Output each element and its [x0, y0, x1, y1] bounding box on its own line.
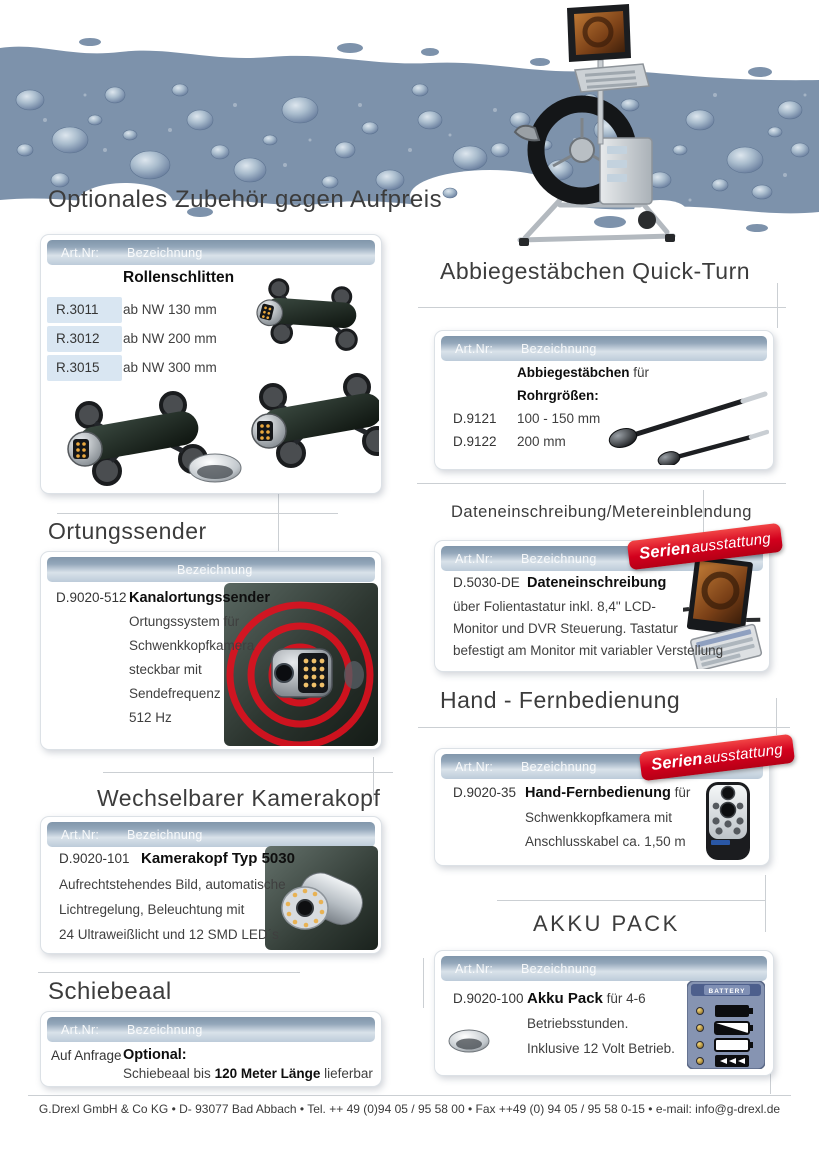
- row-title: Kamerakopf Typ 5030: [141, 850, 295, 867]
- section-heading-dateneinschreibung: Dateneinschreibung/Metereinblendung: [451, 503, 752, 521]
- table-rollenschlitten: [40, 234, 382, 494]
- row-desc: Inklusive 12 Volt Betrieb.: [527, 1041, 675, 1056]
- serienausstattung-badge: Serienausstattung: [627, 523, 783, 571]
- table-header: [47, 240, 375, 265]
- photo-battery-panel: [687, 981, 765, 1069]
- photo-hand-fernbedienung: [697, 781, 759, 861]
- artnr: D.9121: [453, 411, 497, 426]
- footer-contact: G.Drexl GmbH & Co KG • D- 93077 Bad Abbach • Tel. ++ 49 (0)94 05 / 95 58 00 • Fax ++49 (0) 94 05 / 95 58 0-15 • e-mail: info@g-drexl.de: [38, 1102, 781, 1116]
- row-desc: Schwenkkopfkamera: [129, 638, 255, 653]
- row-desc: Aufrechtstehendes Bild, automatische: [59, 877, 286, 892]
- hairline: [776, 698, 777, 735]
- row-desc: Sendefrequenz: [129, 686, 221, 701]
- hairline: [418, 727, 790, 728]
- column-header-bezeichnung: Bezeichnung: [521, 342, 597, 356]
- artnr: Auf Anfrage: [51, 1048, 122, 1063]
- artnr-cell: R.3012: [47, 326, 122, 352]
- artnr: D.5030-DE: [453, 575, 520, 590]
- page-title: Optionales Zubehör gegen Aufpreis: [48, 186, 443, 213]
- section-heading-fernbedienung: Hand - Fernbedienung: [440, 687, 681, 713]
- column-header-artnr: Art.Nr:: [61, 1023, 100, 1037]
- table-title: Rollenschlitten: [123, 269, 235, 286]
- column-header-artnr: Art.Nr:: [455, 760, 494, 774]
- section-heading-ortungssender: Ortungssender: [48, 518, 207, 544]
- artnr-cell: R.3011: [47, 297, 122, 323]
- row-desc: 512 Hz: [129, 710, 172, 725]
- row-desc: 200 mm: [517, 434, 566, 449]
- section-heading-quickturn: Abbiegestäbchen Quick-Turn: [440, 258, 751, 284]
- hairline: [765, 875, 766, 932]
- row-desc: befestigt am Monitor mit variabler Verstellung: [453, 643, 724, 658]
- table-kamerakopf: [40, 816, 382, 954]
- serienausstattung-badge: Serienausstattung: [639, 734, 795, 782]
- row-title: Dateneinschreibung: [527, 575, 667, 591]
- hairline: [103, 772, 393, 773]
- row-desc: Betriebsstunden.: [527, 1016, 629, 1031]
- row-desc: Schiebeaal bis 120 Meter Länge lieferbar: [123, 1066, 373, 1081]
- table-quickturn: [434, 330, 774, 470]
- hairline: [423, 958, 424, 1008]
- table-header: [441, 336, 767, 361]
- artnr: D.9122: [453, 434, 497, 449]
- row-desc: Anschlusskabel ca. 1,50 m: [525, 834, 686, 849]
- product-photo-camera-system: [495, 0, 705, 250]
- section-heading-kamerakopf: Wechselbarer Kamerakopf: [97, 785, 381, 811]
- column-header-artnr: Art.Nr:: [455, 342, 494, 356]
- photo-kanalortungssender: [224, 583, 378, 746]
- row-desc: ab NW 300 mm: [123, 360, 217, 375]
- row-desc: Rohrgrößen:: [517, 388, 599, 403]
- column-header-bezeichnung: Bezeichnung: [127, 828, 203, 842]
- column-header-artnr: Art.Nr:: [61, 246, 100, 260]
- artnr: D.9020-35: [453, 785, 517, 800]
- column-header-bezeichnung: Bezeichnung: [521, 552, 597, 566]
- hairline: [418, 307, 786, 308]
- row-title: Hand-Fernbedienung für: [525, 785, 691, 801]
- row-title: Kanalortungssender: [129, 590, 270, 606]
- column-header-bezeichnung: Bezeichnung: [127, 1023, 203, 1037]
- hairline: [38, 972, 300, 973]
- column-header-bezeichnung: Bezeichnung: [127, 246, 203, 260]
- row-desc: 100 - 150 mm: [517, 411, 601, 426]
- artnr: D.9020-512: [56, 590, 127, 605]
- row-desc: Ortungssystem für: [129, 614, 240, 629]
- row-title: Optional:: [123, 1047, 187, 1063]
- row-desc: ab NW 200 mm: [123, 331, 217, 346]
- table-dateneinschreibung: [434, 540, 770, 672]
- table-header: [47, 557, 375, 582]
- section-heading-schiebeaal: Schiebeaal: [48, 978, 172, 1005]
- row-desc: Abbiegestäbchen für: [517, 365, 650, 380]
- hairline: [497, 900, 765, 901]
- row-desc: Monitor und DVR Steuerung. Tastatur: [453, 621, 678, 636]
- hairline: [777, 283, 778, 328]
- column-header-artnr: Art.Nr:: [455, 552, 494, 566]
- column-header-bezeichnung: Bezeichnung: [521, 760, 597, 774]
- table-header: [441, 956, 767, 981]
- column-header-artnr: Art.Nr:: [455, 962, 494, 976]
- table-schiebeaal: [40, 1011, 382, 1087]
- row-title: Akku Pack für 4-6: [527, 990, 646, 1007]
- column-header-bezeichnung: Bezeichnung: [177, 563, 253, 577]
- table-akku-pack: [434, 950, 774, 1076]
- row-desc: 24 Ultraweißlicht und 12 SMD LED´s: [59, 927, 279, 942]
- artnr: D.9020-100: [453, 991, 524, 1006]
- column-header-bezeichnung: Bezeichnung: [521, 962, 597, 976]
- svg-text:BATTERY: BATTERY: [708, 988, 746, 995]
- hairline: [417, 483, 786, 484]
- table-header: [47, 1017, 375, 1042]
- section-heading-akku: AKKU PACK: [533, 911, 680, 936]
- table-header: [47, 822, 375, 847]
- row-desc: ab NW 130 mm: [123, 302, 217, 317]
- artnr-cell: R.3015: [47, 355, 122, 381]
- row-desc: Lichtregelung, Beleuchtung mit: [59, 902, 245, 917]
- row-desc: über Folientastatur inkl. 8,4" LCD-: [453, 599, 656, 614]
- hairline: [57, 513, 338, 514]
- row-desc: Schwenkkopfkamera mit: [525, 810, 673, 825]
- column-header-artnr: Art.Nr:: [61, 828, 100, 842]
- footer-divider: [28, 1095, 791, 1096]
- row-desc: steckbar mit: [129, 662, 202, 677]
- artnr: D.9020-101: [59, 851, 130, 866]
- table-ortungssender: [40, 551, 382, 750]
- drexl-logo-oval: [447, 1027, 491, 1055]
